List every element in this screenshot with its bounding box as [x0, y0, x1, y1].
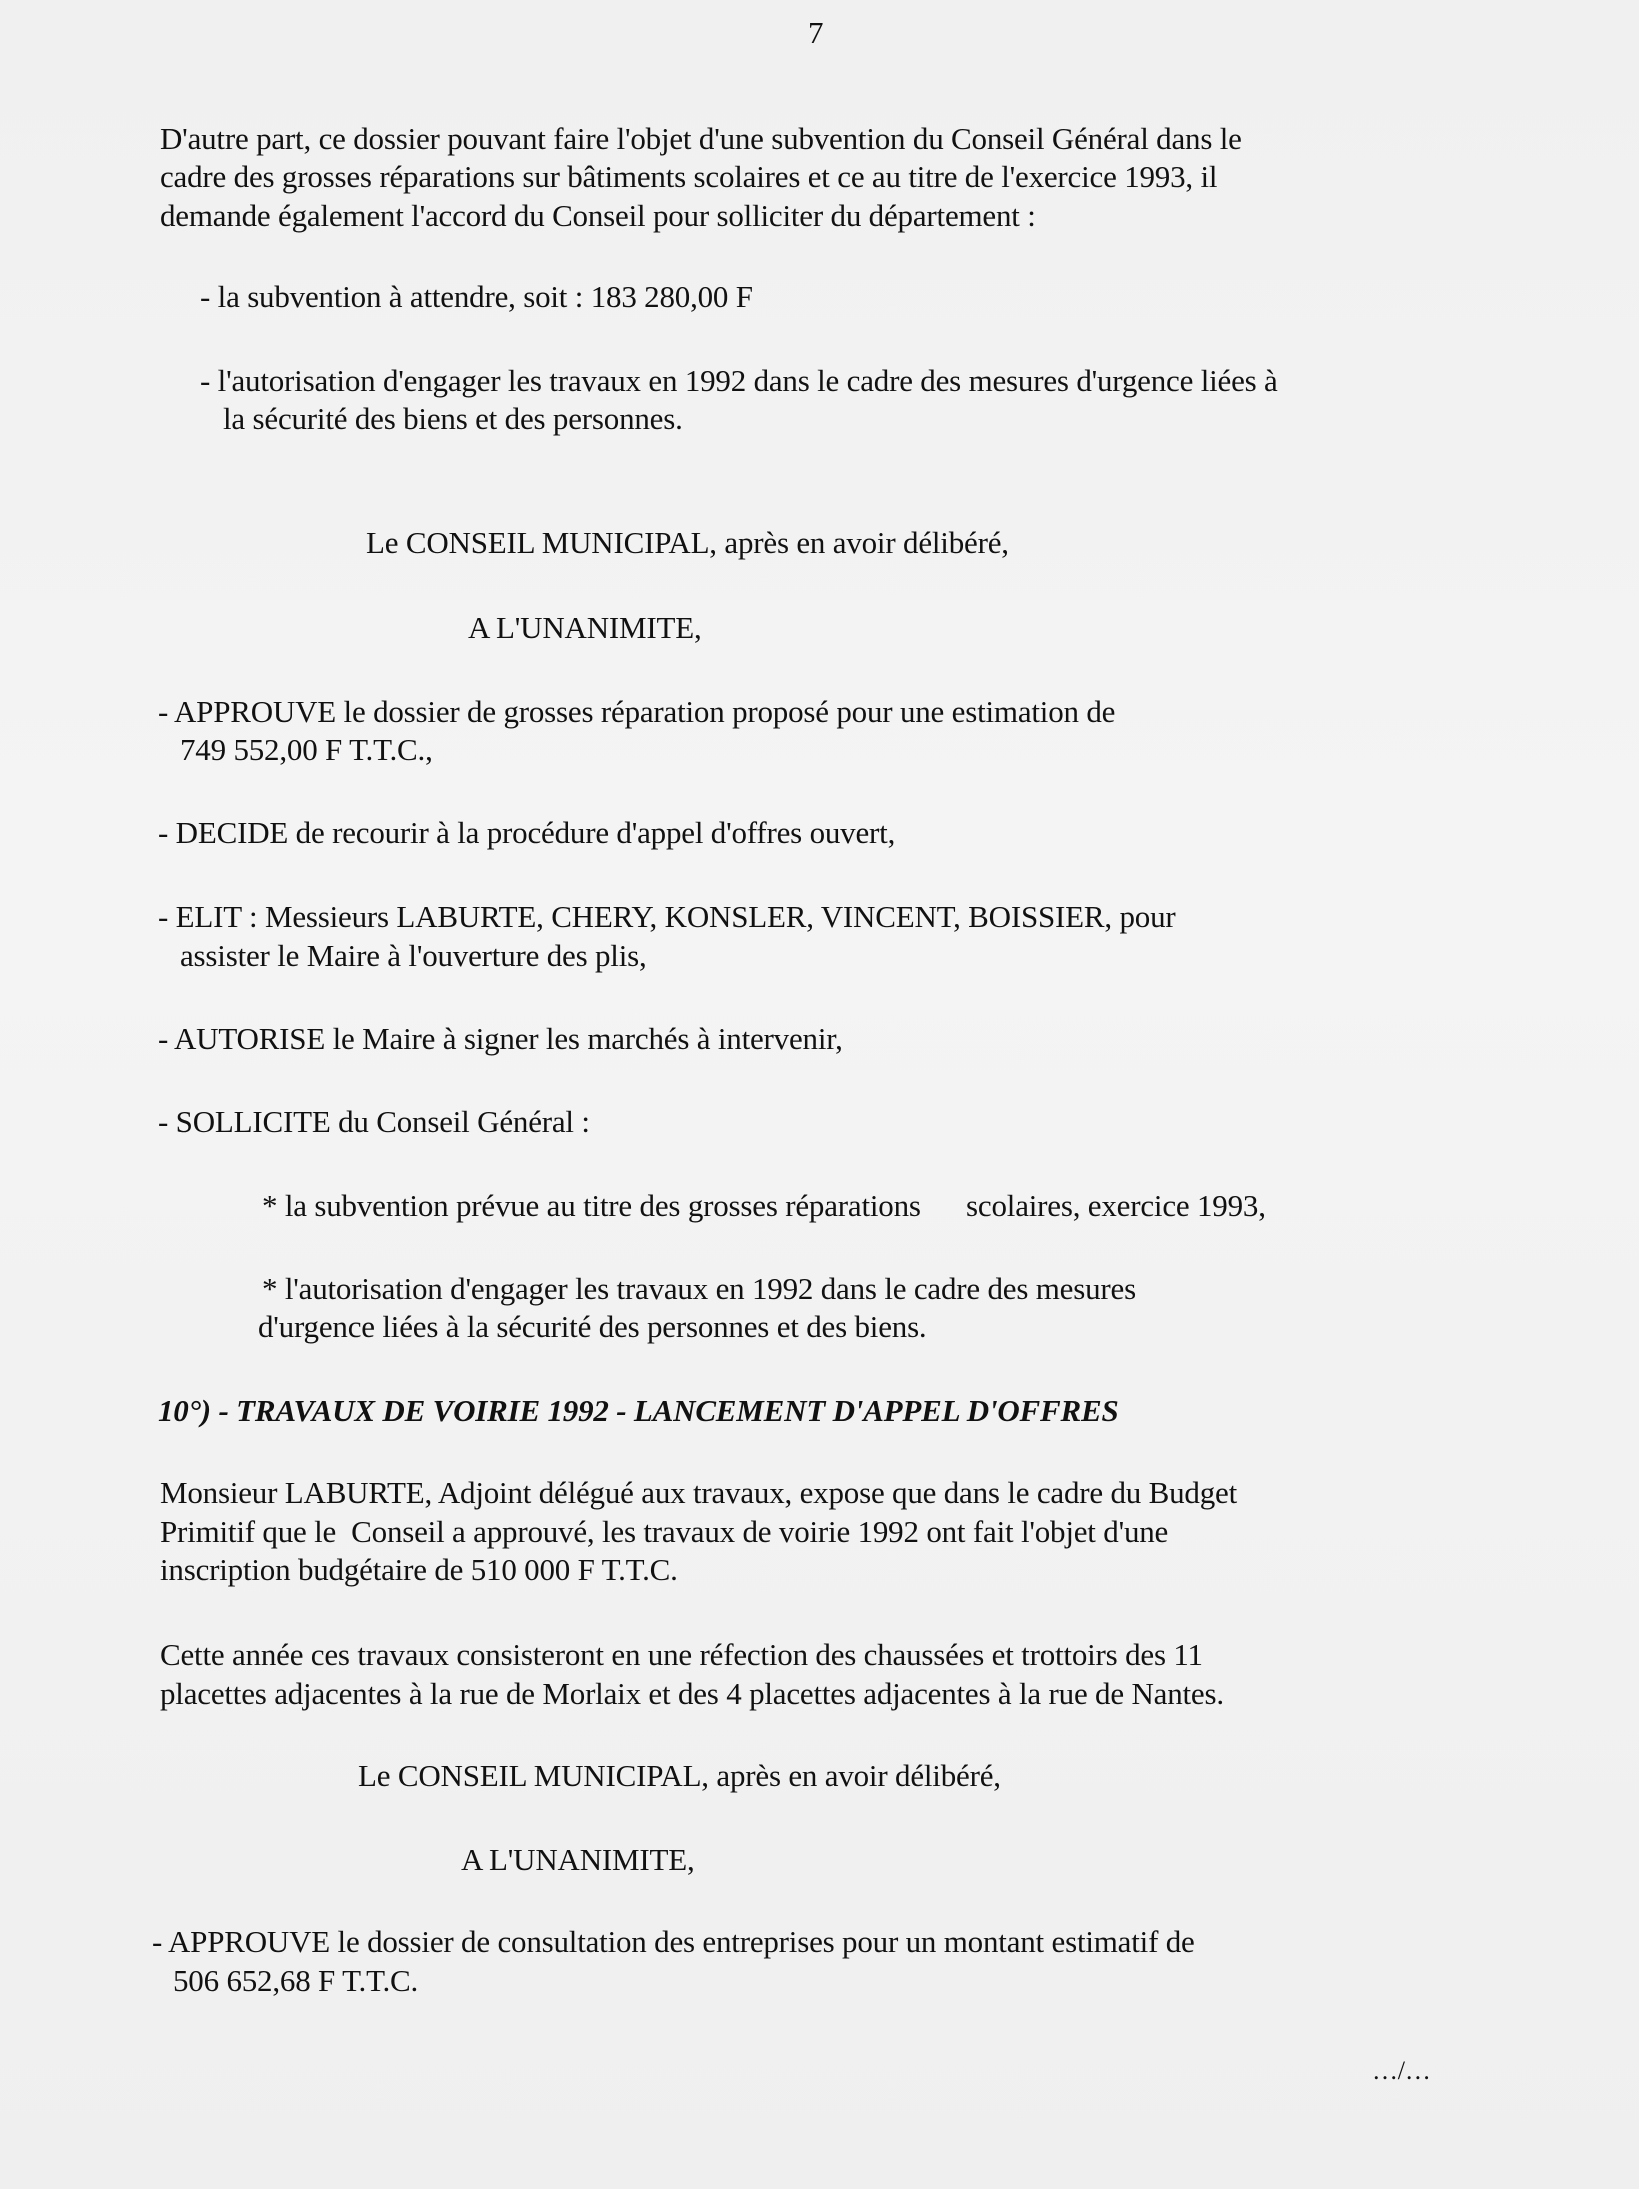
vote-result: A L'UNANIMITE, [461, 1842, 695, 1877]
text-line: Monsieur LABURTE, Adjoint délégué aux travaux, expose que dans le cadre du Budget [160, 1475, 1238, 1510]
text-line: placettes adjacentes à la rue de Morlaix et des 4 placettes adjacentes à la rue de Nantes. [160, 1676, 1224, 1711]
council-deliberation: Le CONSEIL MUNICIPAL, après en avoir délibéré, [366, 525, 1009, 560]
continuation-mark: …/… [1372, 2056, 1431, 2085]
decision-approve: - APPROUVE le dossier de grosses réparation proposé pour une estimation de [158, 694, 1116, 729]
decision-elit: - ELIT : Messieurs LABURTE, CHERY, KONSLER, VINCENT, BOISSIER, pour [158, 899, 1176, 934]
decision-approve: - APPROUVE le dossier de consultation des entreprises pour un montant estimatif de [152, 1924, 1195, 1959]
request-item: - la subvention à attendre, soit : 183 280,00 F [200, 279, 753, 314]
text-line: D'autre part, ce dossier pouvant faire l'objet d'une subvention du Conseil Général dans le [160, 121, 1242, 156]
solicit-item: * l'autorisation d'engager les travaux en 1992 dans le cadre des mesures [262, 1271, 1136, 1306]
text-line: demande également l'accord du Conseil pour solliciter du département : [160, 198, 1036, 233]
text-line: inscription budgétaire de 510 000 F T.T.C. [160, 1552, 678, 1587]
solicit-item-continuation: d'urgence liées à la sécurité des personnes et des biens. [258, 1309, 927, 1344]
decision-approve-amount: 506 652,68 F T.T.C. [173, 1963, 419, 1998]
request-item-continuation: la sécurité des biens et des personnes. [223, 401, 683, 436]
vote-result: A L'UNANIMITE, [468, 610, 702, 645]
decision-approve-amount: 749 552,00 F T.T.C., [180, 732, 433, 767]
section-heading: 10°) - TRAVAUX DE VOIRIE 1992 - LANCEMENT D'APPEL D'OFFRES [158, 1393, 1119, 1428]
request-item: - l'autorisation d'engager les travaux en 1992 dans le cadre des mesures d'urgence liées à [200, 363, 1278, 398]
decision-autorise: - AUTORISE le Maire à signer les marchés à intervenir, [158, 1021, 843, 1056]
text-line: Cette année ces travaux consisteront en une réfection des chaussées et trottoirs des 11 [160, 1637, 1203, 1672]
text-line: Primitif que le Conseil a approuvé, les travaux de voirie 1992 ont fait l'objet d'une [160, 1514, 1169, 1549]
decision-decide: - DECIDE de recourir à la procédure d'appel d'offres ouvert, [158, 815, 896, 850]
council-deliberation: Le CONSEIL MUNICIPAL, après en avoir délibéré, [358, 1758, 1001, 1793]
solicit-item: * la subvention prévue au titre des grosses réparations scolaires, exercice 1993, [262, 1188, 1266, 1223]
decision-elit-continuation: assister le Maire à l'ouverture des plis, [180, 938, 647, 973]
decision-sollicite: - SOLLICITE du Conseil Général : [158, 1104, 590, 1139]
text-line: cadre des grosses réparations sur bâtiments scolaires et ce au titre de l'exercice 1993, il [160, 159, 1218, 194]
page-number: 7 [808, 15, 824, 50]
